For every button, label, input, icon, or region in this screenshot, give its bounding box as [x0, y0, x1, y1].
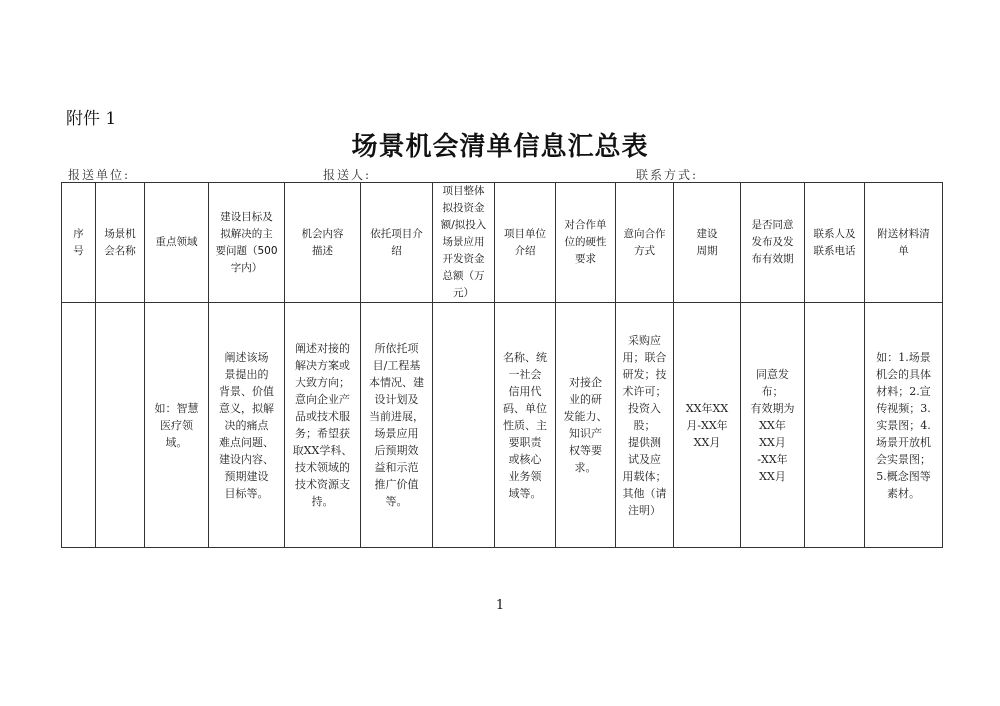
header-cell: 建设 周期 — [674, 183, 741, 303]
table-cell — [96, 303, 145, 548]
report-unit-label: 报送单位: — [68, 168, 131, 182]
table-cell: 如：智慧 医疗领 域。 — [145, 303, 209, 548]
table-cell: XX年XX 月-XX年 XX月 — [674, 303, 741, 548]
attachment-label: 附件 1 — [66, 109, 117, 129]
table-cell: 名称、统 一社会 信用代 码、单位 性质、主 要职责 或核心 业务领 域等。 — [495, 303, 556, 548]
table-cell — [433, 303, 495, 548]
table-cell — [62, 303, 96, 548]
table-cell: 对接企 业的研 发能力、 知识产 权等要 求。 — [556, 303, 616, 548]
table-cell — [805, 303, 865, 548]
report-contact-label: 联系方式: — [636, 168, 699, 182]
header-cell: 重点领域 — [145, 183, 209, 303]
table-header-row — [62, 183, 943, 303]
header-cell: 是否同意 发布及发 布有效期 — [741, 183, 805, 303]
table-cell: 阐述该场 景提出的 背景、价值 意义，拟解 决的痛点 难点问题、 建设内容、 预期建设 目标等。 — [209, 303, 285, 548]
table-cell: 所依托项 目/工程基 本情况、建 设计划及 当前进展， 场景应用 后预期效 益和示范 推广价值 等。 — [361, 303, 433, 548]
header-cell: 建设目标及 拟解决的主 要问题（500 字内） — [209, 183, 285, 303]
header-cell: 对合作单 位的硬性 要求 — [556, 183, 616, 303]
report-person-label: 报送人: — [323, 168, 372, 182]
table-cell: 如：1.场景 机会的具体 材料；2.宣 传视频；3. 实景图；4. 场景开放机 会实景图； 5.概念图等 素材。 — [865, 303, 943, 548]
table-cell: 阐述对接的 解决方案或 大致方向； 意向企业产 品或技术服 务；希望获 取XX学科、 技术领域的 技术资源支 持。 — [285, 303, 361, 548]
header-cell: 机会内容 描述 — [285, 183, 361, 303]
header-cell: 意向合作 方式 — [616, 183, 674, 303]
header-cell: 依托项目介 绍 — [361, 183, 433, 303]
header-cell: 项目单位 介绍 — [495, 183, 556, 303]
table-cell: 采购应 用；联合 研发；技 术许可； 投资入 股； 提供测 试及应 用载体； 其他（请 注明） — [616, 303, 674, 548]
summary-table — [61, 182, 943, 548]
header-cell: 序 号 — [62, 183, 96, 303]
header-cell: 场景机 会名称 — [96, 183, 145, 303]
table-row — [62, 303, 943, 548]
header-cell: 联系人及 联系电话 — [805, 183, 865, 303]
page-title: 场景机会清单信息汇总表 — [351, 132, 649, 162]
table-cell: 同意发 布； 有效期为 XX年 XX月 -XX年 XX月 — [741, 303, 805, 548]
header-cell: 附送材料清 单 — [865, 183, 943, 303]
page-number: 1 — [495, 598, 505, 613]
header-cell: 项目整体 拟投资金 额/拟投入 场景应用 开发资金 总额（万 元） — [433, 183, 495, 303]
